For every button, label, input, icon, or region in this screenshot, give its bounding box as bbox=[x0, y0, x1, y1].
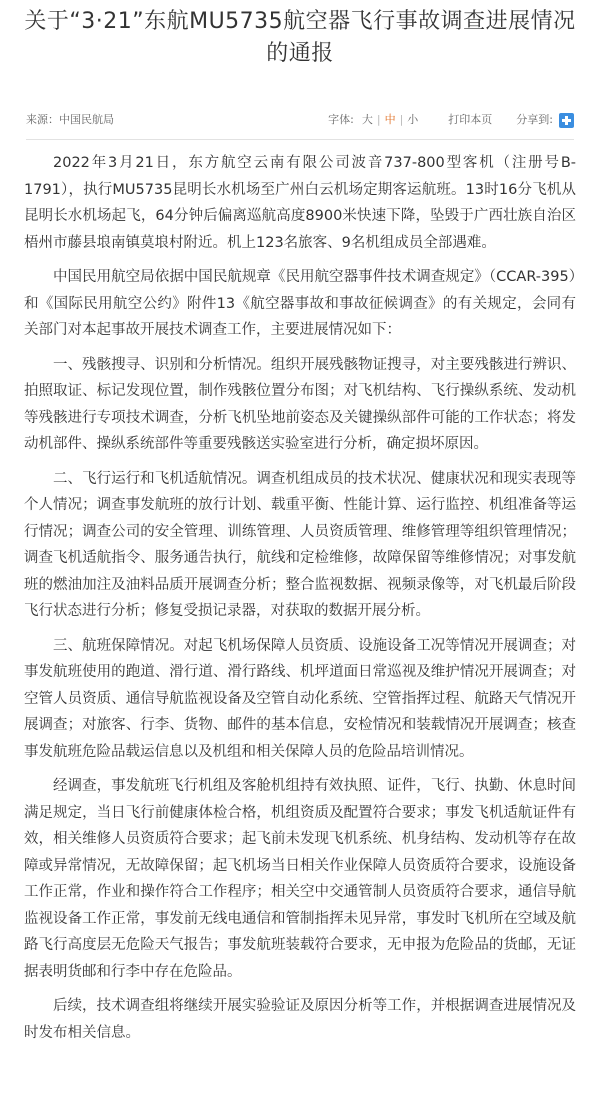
article-source: 来源：中国民航局 bbox=[26, 113, 114, 126]
article-meta-bar bbox=[26, 111, 574, 129]
article-paragraph-7: 后续，技术调查组将继续开展实验验证及原因分析等工作，并根据调查进展情况及时发布相关信息。 bbox=[24, 998, 576, 1041]
font-size-small-button[interactable]: 小 bbox=[407, 113, 419, 126]
article-paragraph-4: 二、飞行运行和飞机适航情况。调查机组成员的技术状况、健康状况和现实表现等个人情况；调查事发航班的放行计划、载重平衡、性能计算、运行监控、机组准备等运行情况；调查公司的安全管理、训练管理、人员资质管理、维修管理等组织管理情况；调查飞机适航指令、服务通告执行，航线和定检维修，故障保留等维修情况；对事发航班的燃油加注及油料品质开展调查分析；整合监视数据、视频录像等，对飞机最后阶段飞行状态进行分析；修复受损记录器，对获取的数据开展分析。 bbox=[24, 470, 576, 619]
article-paragraph-5: 三、航班保障情况。对起飞机场保障人员资质、设施设备工况等情况开展调查；对事发航班使用的跑道、滑行道、滑行路线、机坪道面日常巡视及维护情况开展调查；对空管人员资质、通信导航监视设备及空管自动化系统、空管指挥过程、航路天气情况开展调查；对旅客、行李、货物、邮件的基本信息，安检情况和装载情况开展调查；核查事发航班危险品载运信息以及机组和相关保障人员的危险品培训情况。 bbox=[24, 637, 576, 760]
article-paragraph-3: 一、残骸搜寻、识别和分析情况。组织开展残骸物证搜寻，对主要残骸进行辨识、拍照取证、标记发现位置，制作残骸位置分布图；对飞机结构、飞行操纵系统、发动机等残骸进行专项技术调查，分析飞机坠地前姿态及关键操纵部件可能的工作状态；将发动机部件、操纵系统部件等重要残骸送实验室进行分析，确定损坏原因。 bbox=[24, 356, 576, 452]
article-paragraph-2: 中国民用航空局依据中国民航规章《民用航空器事件技术调查规定》（CCAR-395）和《国际民用航空公约》附件13《航空器事故和事故征候调查》的有关规定，会同有关部门对本起事故开展技术调查工作，主要进展情况如下： bbox=[24, 269, 576, 338]
font-size-separator: | bbox=[376, 113, 381, 126]
article-body bbox=[24, 150, 576, 1054]
meta-divider bbox=[26, 139, 574, 140]
article-title bbox=[0, 6, 600, 70]
share-plus-icon[interactable] bbox=[559, 113, 574, 128]
font-size-large-button[interactable]: 大 bbox=[361, 113, 373, 126]
article-title-line-2: 的通报 bbox=[266, 41, 334, 66]
font-size-separator: | bbox=[399, 113, 404, 126]
article-tools bbox=[328, 111, 574, 129]
article-paragraph-1: 2022年3月21日，东方航空云南有限公司波音737-800型客机（注册号B-1791），执行MU5735昆明长水机场至广州白云机场定期客运航班。13时16分飞机从昆明长水机场起飞，64分钟后偏离巡航高度8900米快速下降，坠毁于广西壮族自治区梧州市藤县埌南镇莫埌村附近。机上123名旅客、9名机组成员全部遇难。 bbox=[24, 155, 576, 251]
article-title-line-1: 关于“3·21”东航MU5735航空器飞行事故调查进展情况 bbox=[24, 9, 576, 34]
font-size-label: 字体: bbox=[328, 113, 354, 126]
share-label: 分享到: bbox=[516, 113, 553, 126]
article-paragraph-6: 经调查，事发航班飞行机组及客舱机组持有效执照、证件，飞行、执勤、休息时间满足规定，当日飞行前健康体检合格，机组资质及配置符合要求；事发飞机适航证件有效，相关维修人员资质符合要求；起飞前未发现飞机系统、机身结构、发动机等存在故障或异常情况，无故障保留；起飞机场当日相关作业保障人员资质符合要求，设施设备工作正常，作业和操作符合工作程序；相关空中交通管制人员资质符合要求，通信导航监视设备工作正常，事发前无线电通信和管制指挥未见异常，事发时飞机所在空域及航路飞行高度层无危险天气报告；事发航班装载符合要求，无申报为危险品的货邮，无证据表明货邮和行李中存在危险品。 bbox=[24, 778, 576, 980]
print-page-link[interactable]: 打印本页 bbox=[448, 113, 493, 126]
font-size-medium-button[interactable]: 中 bbox=[384, 113, 396, 126]
